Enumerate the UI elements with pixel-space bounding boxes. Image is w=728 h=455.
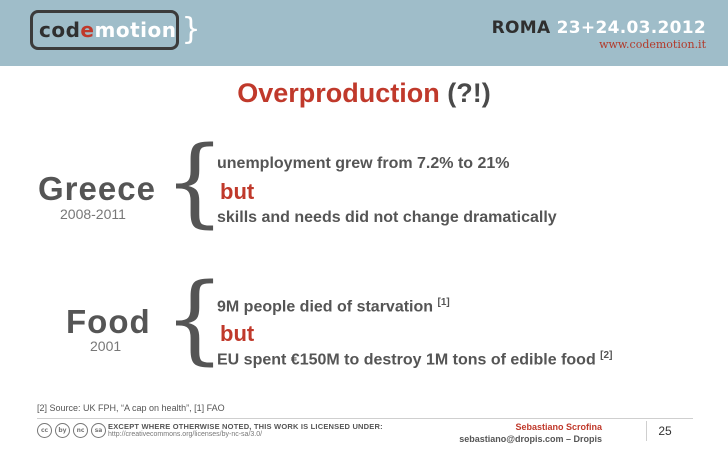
by-icon: by [55, 423, 70, 438]
title-suffix: (?!) [447, 78, 491, 108]
license-notice [108, 422, 383, 440]
event-dates: 23+24.03.2012 [556, 18, 706, 38]
source-note: [2] Source: UK FPH, “A cap on health”, [1] FAO [37, 403, 225, 413]
event-url: www.codemotion.it [599, 38, 706, 51]
food-label: Food [66, 303, 151, 340]
logo-brace: } [181, 12, 201, 47]
creative-commons-icons [37, 423, 106, 438]
header-band [0, 0, 728, 66]
nc-icon: nc [73, 423, 88, 438]
event-city: ROMA [491, 18, 551, 38]
logo-box [30, 10, 179, 50]
license-text: EXCEPT WHERE OTHERWISE NOTED, THIS WORK IS LICENSED UNDER: [108, 422, 383, 431]
food-but: but [220, 321, 255, 346]
greece-brace: { [164, 126, 226, 238]
greece-line-2: skills and needs did not change dramatically [217, 209, 557, 226]
event-date [492, 18, 706, 38]
food-line-1: 9M people died of starvation [1] [217, 297, 450, 316]
codemotion-logo [30, 12, 201, 48]
food-ref-2: [2] [600, 350, 613, 361]
title-main: Overproduction [237, 78, 440, 108]
food-line-2: EU spent €150M to destroy 1M tons of edible food [2] [217, 350, 613, 369]
food-ref-1: [1] [437, 297, 450, 308]
cc-icon: cc [37, 423, 52, 438]
logo-text: codemotion [39, 18, 177, 42]
greece-label: Greece [38, 170, 156, 207]
footer-divider [37, 418, 693, 419]
food-brace: { [164, 263, 226, 375]
license-url[interactable]: http://creativecommons.org/licenses/by-nc-sa/3.0/ [108, 431, 263, 439]
food-year: 2001 [90, 338, 122, 354]
slide-title [0, 78, 728, 109]
author-name: Sebastiano Scrofina [515, 422, 602, 432]
greece-but: but [220, 179, 255, 204]
author-info [459, 422, 602, 445]
author-contact: sebastiano@dropis.com – Dropis [459, 433, 602, 444]
greece-line-1: unemployment grew from 7.2% to 21% [217, 155, 510, 172]
page-number: 25 [646, 421, 683, 441]
greece-period: 2008-2011 [60, 206, 126, 222]
sa-icon: sa [91, 423, 106, 438]
